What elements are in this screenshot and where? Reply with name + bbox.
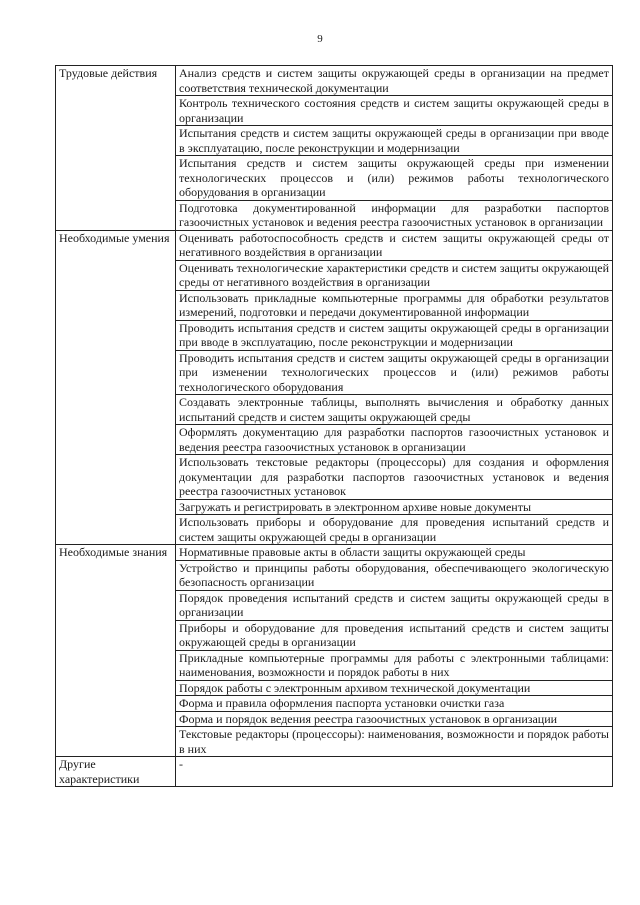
section-item: Создавать электронные таблицы, выполнять вычисления и обработку данных испытаний средств и систем защиты окружающей среды bbox=[176, 395, 613, 425]
competency-table bbox=[55, 65, 613, 787]
table-row bbox=[56, 545, 613, 561]
section-item: Текстовые редакторы (процессоры): наименования, возможности и порядок работы в них bbox=[176, 727, 613, 757]
section-label: Другие характеристики bbox=[56, 757, 176, 787]
table-row bbox=[56, 66, 613, 96]
section-item: Нормативные правовые акты в области защиты окружающей среды bbox=[176, 545, 613, 561]
section-item: Оценивать работоспособность средств и систем защиты окружающей среды от негативного воздействия в организации bbox=[176, 230, 613, 260]
section-item: Прикладные компьютерные программы для работы с электронными таблицами: наименования, возможности и порядок работы в них bbox=[176, 650, 613, 680]
section-item: Анализ средств и систем защиты окружающей среды в организации на предмет соответствия технической документации bbox=[176, 66, 613, 96]
section-item: Подготовка документированной информации для разработки паспортов газоочистных установок и ведения реестра газоочистных установок в организации bbox=[176, 200, 613, 230]
table-row bbox=[56, 757, 613, 787]
section-label: Необходимые умения bbox=[56, 230, 176, 545]
section-item: Использовать текстовые редакторы (процессоры) для создания и оформления документации для разработки паспортов газоочистных установок и ведения реестра газоочистных установок bbox=[176, 455, 613, 500]
section-item: Проводить испытания средств и систем защиты окружающей среды в организации при изменении технологических процессов и (или) режимов работы технологического оборудования bbox=[176, 350, 613, 395]
section-item: Оформлять документацию для разработки паспортов газоочистных установок и ведения реестра газоочистных установок в организации bbox=[176, 425, 613, 455]
section-item: Контроль технического состояния средств и систем защиты окружающей среды в организации bbox=[176, 96, 613, 126]
section-item: Испытания средств и систем защиты окружающей среды в организации при вводе в эксплуатацию, после реконструкции и модернизации bbox=[176, 126, 613, 156]
section-label: Трудовые действия bbox=[56, 66, 176, 231]
section-item: Загружать и регистрировать в электронном архиве новые документы bbox=[176, 499, 613, 515]
section-item: Форма и правила оформления паспорта установки очистки газа bbox=[176, 696, 613, 712]
section-item: Использовать прикладные компьютерные программы для обработки результатов измерений, подготовки и передачи документированной информации bbox=[176, 290, 613, 320]
section-item: Приборы и оборудование для проведения испытаний средств и систем защиты окружающей среды в организации bbox=[176, 620, 613, 650]
section-label: Необходимые знания bbox=[56, 545, 176, 757]
section-item: Использовать приборы и оборудование для проведения испытаний средств и систем защиты окружающей среды в организации bbox=[176, 515, 613, 545]
section-item: - bbox=[176, 757, 613, 787]
section-item: Форма и порядок ведения реестра газоочистных установок в организации bbox=[176, 711, 613, 727]
section-item: Проводить испытания средств и систем защиты окружающей среды в организации при вводе в эксплуатацию, после реконструкции и модернизации bbox=[176, 320, 613, 350]
competency-table-body bbox=[56, 66, 613, 787]
page-number: 9 bbox=[317, 33, 323, 45]
section-item: Порядок проведения испытаний средств и систем защиты окружающей среды в организации bbox=[176, 590, 613, 620]
section-item: Устройство и принципы работы оборудования, обеспечивающего экологическую безопасность организации bbox=[176, 560, 613, 590]
section-item: Оценивать технологические характеристики средств и систем защиты окружающей среды от негативного воздействия в организации bbox=[176, 260, 613, 290]
section-item: Испытания средств и систем защиты окружающей среды при изменении технологических процессов и (или) режимов работы технологического оборудования в организации bbox=[176, 156, 613, 201]
table-row bbox=[56, 230, 613, 260]
section-item: Порядок работы с электронным архивом технической документации bbox=[176, 680, 613, 696]
